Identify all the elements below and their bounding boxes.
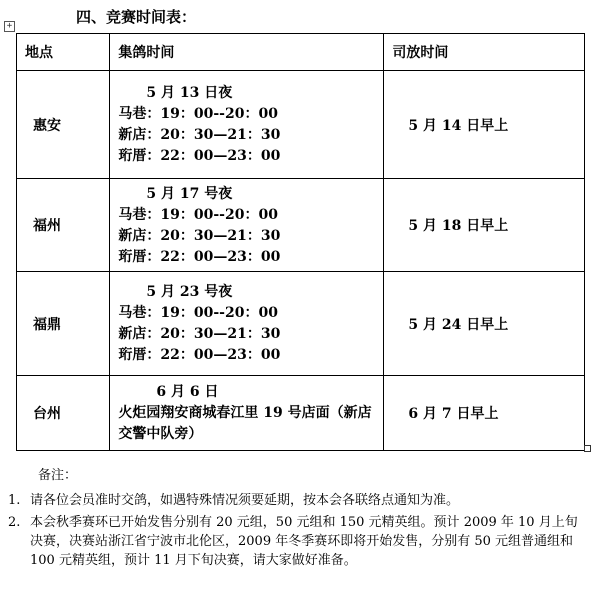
table-resize-handle[interactable] [584,445,591,452]
collection-address: 火炬园翔安商城春江里 19 号店面（新店交警中队旁） [118,405,372,442]
location-cell: 福州 [17,179,110,272]
collection-line: 珩厝：22：00—23：00 [118,347,281,363]
notes-title: 备注： [38,468,78,483]
collection-line: 新店：20：30—21：30 [118,326,281,342]
note-number: 1. [8,493,21,508]
header-release-time: 司放时间 [384,34,585,71]
release-cell: 5 月 18 日早上 [384,179,585,272]
competition-schedule-table [16,33,585,451]
table-row [17,376,585,451]
table-header-row [17,34,585,71]
collection-line: 马巷：19：00--20：00 [118,305,278,321]
collection-cell [110,71,384,179]
release-cell: 6 月 7 日早上 [384,376,585,451]
section-title: 四、竞赛时间表： [76,8,197,26]
collection-line: 珩厝：22：00—23：00 [118,248,281,265]
collection-date: 5 月 17 号夜 [146,185,233,202]
note-text: 请各位会员准时交鸽，如遇特殊情况须要延期，按本会各联络点通知为准。 [30,493,460,508]
collection-line: 新店：20：30—21：30 [118,127,281,143]
location-cell: 惠安 [17,71,110,179]
collection-line: 马巷：19：00--20：00 [118,206,278,223]
collection-date: 6 月 6 日 [156,384,219,400]
collection-cell [110,376,384,451]
collection-cell [110,179,384,272]
note-text: 本会秋季赛环已开始发售分别有 20 元组，50 元组和 150 元精英组。预计 2009 年 10 月上旬决赛，决赛站浙江省宁波市北伦区，2009 年冬季赛环即将开始发售，分别有 50 元组普通组和 100 元精英组，预计 11 月下旬决赛，请大家做好准备。 [30,515,578,568]
location-cell: 台州 [17,376,110,451]
collection-line: 马巷：19：00--20：00 [118,106,278,122]
move-handle-icon[interactable]: + [4,21,15,32]
release-cell: 5 月 24 日早上 [384,272,585,376]
collection-date: 5 月 23 号夜 [146,284,233,300]
collection-cell [110,272,384,376]
collection-line: 新店：20：30—21：30 [118,227,281,244]
table-row [17,272,585,376]
header-collection-time: 集鸽时间 [110,34,384,71]
location-cell: 福鼎 [17,272,110,376]
collection-line: 珩厝：22：00—23：00 [118,148,281,164]
note-number: 2. [8,515,21,530]
table-row [17,179,585,272]
collection-date: 5 月 13 日夜 [146,85,233,101]
header-location: 地点 [17,34,110,71]
table-row [17,71,585,179]
release-cell: 5 月 14 日早上 [384,71,585,179]
